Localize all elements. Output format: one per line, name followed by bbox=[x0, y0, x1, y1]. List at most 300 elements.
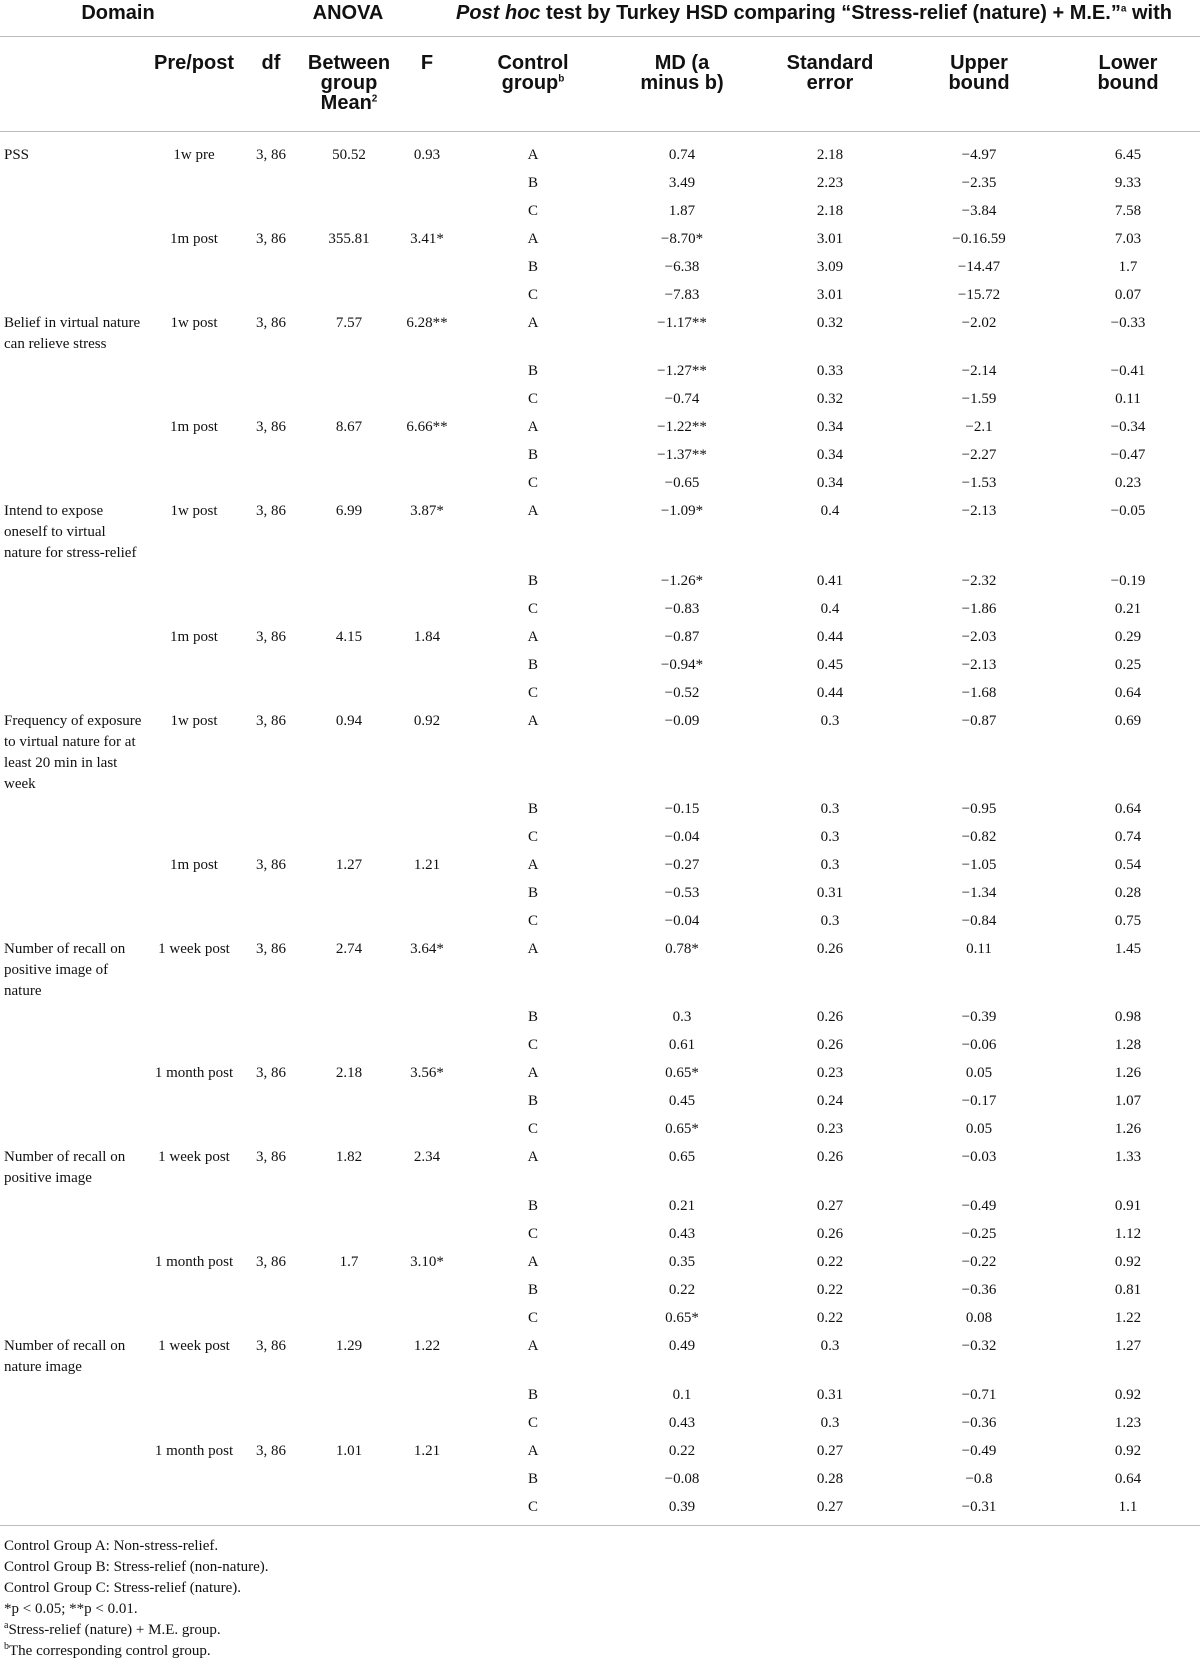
md-cell: 0.78* bbox=[665, 941, 699, 957]
prepost-cell: 1 week post bbox=[158, 941, 230, 957]
lower-bound-cell: 0.64 bbox=[1114, 685, 1142, 701]
control-group-cell: A bbox=[527, 419, 539, 435]
upper-bound-cell: 0.08 bbox=[965, 1310, 993, 1326]
upper-bound-cell: −15.72 bbox=[957, 287, 1001, 303]
upper-bound-cell: −2.35 bbox=[961, 175, 997, 191]
footnote bbox=[4, 1578, 241, 1598]
df-cell: 3, 86 bbox=[256, 231, 286, 247]
f-cell: 3.56* bbox=[410, 1065, 444, 1081]
md-cell: −1.37** bbox=[657, 447, 707, 463]
standard-error-cell: 0.27 bbox=[816, 1443, 844, 1459]
control-group-cell: C bbox=[527, 601, 539, 617]
lower-bound-cell: 0.92 bbox=[1114, 1387, 1142, 1403]
md-cell: −0.15 bbox=[664, 801, 700, 817]
prepost-cell: 1 month post bbox=[154, 1443, 234, 1459]
control-group-cell: A bbox=[527, 629, 539, 645]
upper-bound-cell: −0.36 bbox=[961, 1282, 997, 1298]
domain-cell: Number of recall on positive image bbox=[4, 1149, 126, 1186]
lower-bound-cell: 0.81 bbox=[1114, 1282, 1142, 1298]
lower-bound-cell: 1.7 bbox=[1118, 259, 1138, 275]
upper-bound-cell: −1.05 bbox=[961, 857, 997, 873]
lower-bound-cell: 1.07 bbox=[1114, 1093, 1142, 1109]
lower-bound-cell: 0.98 bbox=[1114, 1009, 1142, 1025]
prepost-cell: 1 week post bbox=[158, 1338, 230, 1354]
control-group-cell: C bbox=[527, 1499, 539, 1515]
lower-bound-cell: −0.19 bbox=[1110, 573, 1146, 589]
f-cell: 3.87* bbox=[410, 503, 444, 519]
footnote-text: Control Group B: Stress-relief (non-nature). bbox=[4, 1559, 269, 1575]
md-cell: −1.09* bbox=[660, 503, 704, 519]
df-cell: 3, 86 bbox=[256, 857, 286, 873]
standard-error-cell: 3.01 bbox=[816, 231, 844, 247]
control-group-cell: C bbox=[527, 1226, 539, 1242]
footnote bbox=[4, 1557, 269, 1577]
f-cell: 2.34 bbox=[413, 1149, 441, 1165]
col-header-f: F bbox=[420, 52, 434, 74]
upper-bound-cell: −0.06 bbox=[961, 1037, 997, 1053]
control-group-cell: A bbox=[527, 147, 539, 163]
lower-bound-cell: −0.05 bbox=[1110, 503, 1146, 519]
control-group-cell: C bbox=[527, 475, 539, 491]
lower-bound-cell: 1.22 bbox=[1114, 1310, 1142, 1326]
standard-error-cell: 3.01 bbox=[816, 287, 844, 303]
upper-bound-cell: 0.05 bbox=[965, 1121, 993, 1137]
lower-bound-cell: 1.33 bbox=[1114, 1149, 1142, 1165]
standard-error-cell: 2.23 bbox=[816, 175, 844, 191]
posthoc-italic: Post hoc bbox=[456, 2, 541, 24]
footnote bbox=[4, 1536, 218, 1556]
col-header-between-group-mean: Between group Mean$^2$ bbox=[307, 52, 391, 114]
control-group-cell: A bbox=[527, 941, 539, 957]
posthoc-header bbox=[456, 2, 1172, 25]
prepost-cell: 1w post bbox=[170, 315, 218, 331]
lower-bound-cell: 0.07 bbox=[1114, 287, 1142, 303]
control-group-cell: C bbox=[527, 829, 539, 845]
domain-cell: Number of recall on nature image bbox=[4, 1338, 126, 1375]
domain-cell: Number of recall on positive image of nature bbox=[4, 941, 126, 999]
md-cell: −0.52 bbox=[664, 685, 700, 701]
control-group-cell: B bbox=[527, 1282, 539, 1298]
prepost-cell: 1w pre bbox=[173, 147, 215, 163]
md-cell: 0.22 bbox=[668, 1443, 696, 1459]
md-cell: −0.74 bbox=[664, 391, 700, 407]
md-cell: 0.43 bbox=[668, 1226, 696, 1242]
df-cell: 3, 86 bbox=[256, 1254, 286, 1270]
lower-bound-cell: −0.47 bbox=[1110, 447, 1146, 463]
standard-error-cell: 0.33 bbox=[816, 363, 844, 379]
upper-bound-cell: −0.84 bbox=[961, 913, 997, 929]
standard-error-cell: 0.3 bbox=[820, 1338, 840, 1354]
footnote-text: Control Group A: Non-stress-relief. bbox=[4, 1538, 219, 1554]
upper-bound-cell: −0.25 bbox=[961, 1226, 997, 1242]
col-header-control-group: Control group$^b$ bbox=[497, 52, 569, 94]
f-cell: 0.92 bbox=[413, 713, 441, 729]
control-group-cell: A bbox=[527, 1149, 539, 1165]
standard-error-cell: 0.4 bbox=[820, 503, 840, 519]
footnote bbox=[4, 1620, 221, 1640]
prepost-cell: 1w post bbox=[170, 713, 218, 729]
lower-bound-cell: 1.27 bbox=[1114, 1338, 1142, 1354]
df-cell: 3, 86 bbox=[256, 1338, 286, 1354]
control-group-cell: C bbox=[527, 1415, 539, 1431]
footnote-text: The corresponding control group. bbox=[9, 1643, 211, 1659]
standard-error-cell: 0.3 bbox=[820, 829, 840, 845]
domain-cell: Intend to expose oneself to virtual nature for stress-relief bbox=[4, 503, 137, 561]
standard-error-cell: 0.44 bbox=[816, 629, 844, 645]
standard-error-cell: 0.31 bbox=[816, 885, 844, 901]
standard-error-cell: 0.26 bbox=[816, 1037, 844, 1053]
lower-bound-cell: 7.58 bbox=[1114, 203, 1142, 219]
f-cell: 6.28** bbox=[406, 315, 448, 331]
control-group-cell: B bbox=[527, 259, 539, 275]
md-cell: −0.94* bbox=[660, 657, 704, 673]
posthoc-title-with: with bbox=[1126, 2, 1172, 24]
standard-error-cell: 0.23 bbox=[816, 1065, 844, 1081]
prepost-cell: 1 month post bbox=[154, 1254, 234, 1270]
control-group-cell: C bbox=[527, 1121, 539, 1137]
between-group-mean-cell: 7.57 bbox=[335, 315, 363, 331]
col-header-df: df bbox=[261, 52, 281, 74]
upper-bound-cell: 0.05 bbox=[965, 1065, 993, 1081]
footnote bbox=[4, 1641, 211, 1661]
anova-header: ANOVA bbox=[312, 2, 384, 24]
between-group-mean-cell: 1.29 bbox=[335, 1338, 363, 1354]
lower-bound-cell: 1.12 bbox=[1114, 1226, 1142, 1242]
standard-error-cell: 0.3 bbox=[820, 1415, 840, 1431]
upper-bound-cell: 0.11 bbox=[966, 941, 992, 957]
col-header-md: MD (a minus b) bbox=[640, 52, 724, 94]
prepost-cell: 1m post bbox=[170, 419, 218, 435]
upper-bound-cell: −2.02 bbox=[961, 315, 997, 331]
between-group-mean-cell: 1.27 bbox=[335, 857, 363, 873]
upper-bound-cell: −0.87 bbox=[961, 713, 997, 729]
f-cell: 1.22 bbox=[413, 1338, 441, 1354]
upper-bound-cell: −0.32 bbox=[961, 1338, 997, 1354]
standard-error-cell: 0.45 bbox=[816, 657, 844, 673]
control-group-cell: A bbox=[527, 1443, 539, 1459]
md-cell: −0.65 bbox=[664, 475, 700, 491]
control-group-cell: C bbox=[527, 1037, 539, 1053]
standard-error-cell: 0.22 bbox=[816, 1254, 844, 1270]
rule-header-bottom bbox=[0, 131, 1200, 132]
lower-bound-cell: 0.69 bbox=[1114, 713, 1142, 729]
control-group-cell: A bbox=[527, 713, 539, 729]
lower-bound-cell: 1.28 bbox=[1114, 1037, 1142, 1053]
col-header-upper-bound: Upper bound bbox=[948, 52, 1010, 94]
control-group-cell: B bbox=[527, 1198, 539, 1214]
standard-error-cell: 0.24 bbox=[816, 1093, 844, 1109]
prepost-cell: 1 month post bbox=[154, 1065, 234, 1081]
upper-bound-cell: −2.14 bbox=[961, 363, 997, 379]
domain-cell: Frequency of exposure to virtual nature for at least 20 min in last week bbox=[4, 713, 142, 792]
control-group-cell: A bbox=[527, 1254, 539, 1270]
control-group-cell: A bbox=[527, 1065, 539, 1081]
standard-error-cell: 0.32 bbox=[816, 391, 844, 407]
between-group-mean-cell: 50.52 bbox=[332, 147, 366, 163]
standard-error-cell: 0.26 bbox=[816, 941, 844, 957]
df-cell: 3, 86 bbox=[256, 315, 286, 331]
upper-bound-cell: −14.47 bbox=[957, 259, 1001, 275]
lower-bound-cell: 0.28 bbox=[1114, 885, 1142, 901]
control-group-cell: B bbox=[527, 1009, 539, 1025]
control-group-cell: C bbox=[527, 203, 539, 219]
md-cell: −0.08 bbox=[664, 1471, 700, 1487]
lower-bound-cell: 7.03 bbox=[1114, 231, 1142, 247]
control-group-cell: B bbox=[527, 801, 539, 817]
lower-bound-cell: 0.75 bbox=[1114, 913, 1142, 929]
md-cell: 0.22 bbox=[668, 1282, 696, 1298]
col-header-standard-error: Standard error bbox=[786, 52, 874, 94]
between-group-mean-cell: 4.15 bbox=[335, 629, 363, 645]
lower-bound-cell: −0.41 bbox=[1110, 363, 1146, 379]
standard-error-cell: 3.09 bbox=[816, 259, 844, 275]
md-cell: −8.70* bbox=[660, 231, 704, 247]
prepost-cell: 1m post bbox=[170, 629, 218, 645]
ctrl-sup: b bbox=[558, 73, 565, 85]
lower-bound-cell: 0.64 bbox=[1114, 801, 1142, 817]
standard-error-cell: 0.28 bbox=[816, 1471, 844, 1487]
f-cell: 1.21 bbox=[413, 1443, 441, 1459]
md-cell: −0.04 bbox=[664, 913, 700, 929]
md-cell: −0.87 bbox=[664, 629, 700, 645]
md-cell: −1.26* bbox=[660, 573, 704, 589]
control-group-cell: A bbox=[527, 1338, 539, 1354]
f-cell: 6.66** bbox=[406, 419, 448, 435]
upper-bound-cell: −0.71 bbox=[961, 1387, 997, 1403]
between-group-mean-cell: 355.81 bbox=[328, 231, 370, 247]
standard-error-cell: 0.23 bbox=[816, 1121, 844, 1137]
control-group-cell: C bbox=[527, 391, 539, 407]
md-cell: −0.27 bbox=[664, 857, 700, 873]
standard-error-cell: 0.3 bbox=[820, 857, 840, 873]
control-group-cell: B bbox=[527, 447, 539, 463]
lower-bound-cell: 6.45 bbox=[1114, 147, 1142, 163]
upper-bound-cell: −0.49 bbox=[961, 1443, 997, 1459]
upper-bound-cell: −0.95 bbox=[961, 801, 997, 817]
md-cell: 0.65 bbox=[668, 1149, 696, 1165]
posthoc-title-sup: a bbox=[1120, 3, 1127, 15]
lower-bound-cell: 0.29 bbox=[1114, 629, 1142, 645]
lower-bound-cell: 1.26 bbox=[1114, 1065, 1142, 1081]
md-cell: 3.49 bbox=[668, 175, 696, 191]
rule-top bbox=[0, 36, 1200, 37]
lower-bound-cell: 9.33 bbox=[1114, 175, 1142, 191]
standard-error-cell: 0.31 bbox=[816, 1387, 844, 1403]
upper-bound-cell: −0.39 bbox=[961, 1009, 997, 1025]
standard-error-cell: 0.34 bbox=[816, 447, 844, 463]
standard-error-cell: 2.18 bbox=[816, 147, 844, 163]
standard-error-cell: 0.3 bbox=[820, 713, 840, 729]
lower-bound-cell: 0.54 bbox=[1114, 857, 1142, 873]
upper-bound-cell: −4.97 bbox=[961, 147, 997, 163]
md-cell: −0.04 bbox=[664, 829, 700, 845]
md-cell: 1.87 bbox=[668, 203, 696, 219]
standard-error-cell: 0.34 bbox=[816, 475, 844, 491]
standard-error-cell: 0.26 bbox=[816, 1226, 844, 1242]
prepost-cell: 1m post bbox=[170, 231, 218, 247]
upper-bound-cell: −2.1 bbox=[965, 419, 993, 435]
f-cell: 1.84 bbox=[413, 629, 441, 645]
footnote-text: Stress-relief (nature) + M.E. group. bbox=[8, 1622, 221, 1638]
lower-bound-cell: 0.23 bbox=[1114, 475, 1142, 491]
f-cell: 3.41* bbox=[410, 231, 444, 247]
md-cell: 0.65* bbox=[665, 1310, 699, 1326]
col-header-lower-bound: Lower bound bbox=[1097, 52, 1159, 94]
lower-bound-cell: 0.91 bbox=[1114, 1198, 1142, 1214]
col-header-prepost: Pre/post bbox=[153, 52, 235, 74]
between-group-mean-cell: 6.99 bbox=[335, 503, 363, 519]
upper-bound-cell: −0.03 bbox=[961, 1149, 997, 1165]
df-cell: 3, 86 bbox=[256, 147, 286, 163]
posthoc-title-text: test by Turkey HSD comparing “Stress-relief (nature) + M.E.” bbox=[540, 2, 1121, 24]
standard-error-cell: 0.22 bbox=[816, 1310, 844, 1326]
md-cell: 0.1 bbox=[672, 1387, 692, 1403]
md-cell: −7.83 bbox=[664, 287, 700, 303]
upper-bound-cell: −1.86 bbox=[961, 601, 997, 617]
upper-bound-cell: −1.53 bbox=[961, 475, 997, 491]
standard-error-cell: 0.44 bbox=[816, 685, 844, 701]
control-group-cell: B bbox=[527, 1471, 539, 1487]
md-cell: 0.21 bbox=[668, 1198, 696, 1214]
between-group-mean-cell: 8.67 bbox=[335, 419, 363, 435]
md-cell: −1.17** bbox=[657, 315, 707, 331]
prepost-cell: 1 week post bbox=[158, 1149, 230, 1165]
md-cell: −0.09 bbox=[664, 713, 700, 729]
standard-error-cell: 0.32 bbox=[816, 315, 844, 331]
prepost-cell: 1m post bbox=[170, 857, 218, 873]
md-cell: −1.22** bbox=[657, 419, 707, 435]
upper-bound-cell: −2.27 bbox=[961, 447, 997, 463]
upper-bound-cell: −2.03 bbox=[961, 629, 997, 645]
standard-error-cell: 0.41 bbox=[816, 573, 844, 589]
md-cell: −6.38 bbox=[664, 259, 700, 275]
footnote bbox=[4, 1599, 138, 1619]
upper-bound-cell: −2.13 bbox=[961, 657, 997, 673]
between-group-mean-cell: 1.01 bbox=[335, 1443, 363, 1459]
upper-bound-cell: −0.17 bbox=[961, 1093, 997, 1109]
bgm-sup: 2 bbox=[371, 93, 378, 105]
df-cell: 3, 86 bbox=[256, 941, 286, 957]
lower-bound-cell: 0.74 bbox=[1114, 829, 1142, 845]
df-cell: 3, 86 bbox=[256, 1065, 286, 1081]
footnote-marker: a bbox=[4, 1620, 9, 1631]
footnote-text: Control Group C: Stress-relief (nature). bbox=[4, 1580, 242, 1596]
df-cell: 3, 86 bbox=[256, 1149, 286, 1165]
md-cell: 0.74 bbox=[668, 147, 696, 163]
standard-error-cell: 0.27 bbox=[816, 1198, 844, 1214]
standard-error-cell: 0.22 bbox=[816, 1282, 844, 1298]
footnote-marker: b bbox=[4, 1641, 9, 1652]
between-group-mean-cell: 0.94 bbox=[335, 713, 363, 729]
control-group-cell: B bbox=[527, 885, 539, 901]
md-cell: 0.3 bbox=[672, 1009, 692, 1025]
lower-bound-cell: 1.23 bbox=[1114, 1415, 1142, 1431]
control-group-cell: A bbox=[527, 503, 539, 519]
lower-bound-cell: 1.45 bbox=[1114, 941, 1142, 957]
md-cell: 0.61 bbox=[668, 1037, 696, 1053]
control-group-cell: A bbox=[527, 231, 539, 247]
control-group-cell: B bbox=[527, 363, 539, 379]
df-cell: 3, 86 bbox=[256, 629, 286, 645]
domain-cell: Belief in virtual nature can relieve stress bbox=[4, 315, 141, 352]
lower-bound-cell: −0.34 bbox=[1110, 419, 1146, 435]
lower-bound-cell: 0.21 bbox=[1114, 601, 1142, 617]
upper-bound-cell: −0.22 bbox=[961, 1254, 997, 1270]
md-cell: 0.39 bbox=[668, 1499, 696, 1515]
df-cell: 3, 86 bbox=[256, 419, 286, 435]
md-cell: 0.65* bbox=[665, 1065, 699, 1081]
df-cell: 3, 86 bbox=[256, 503, 286, 519]
control-group-cell: B bbox=[527, 1093, 539, 1109]
rule-bottom bbox=[0, 1525, 1200, 1526]
control-group-cell: B bbox=[527, 573, 539, 589]
between-group-mean-cell: 2.74 bbox=[335, 941, 363, 957]
upper-bound-cell: −0.31 bbox=[961, 1499, 997, 1515]
standard-error-cell: 0.3 bbox=[820, 801, 840, 817]
footnote-text: *p < 0.05; **p < 0.01. bbox=[4, 1601, 138, 1617]
lower-bound-cell: 0.64 bbox=[1114, 1471, 1142, 1487]
upper-bound-cell: −0.82 bbox=[961, 829, 997, 845]
control-group-cell: C bbox=[527, 287, 539, 303]
md-cell: 0.35 bbox=[668, 1254, 696, 1270]
control-group-cell: C bbox=[527, 685, 539, 701]
lower-bound-cell: −0.33 bbox=[1110, 315, 1146, 331]
standard-error-cell: 0.26 bbox=[816, 1149, 844, 1165]
lower-bound-cell: 0.92 bbox=[1114, 1443, 1142, 1459]
between-group-mean-cell: 2.18 bbox=[335, 1065, 363, 1081]
control-group-cell: B bbox=[527, 175, 539, 191]
control-group-cell: B bbox=[527, 1387, 539, 1403]
md-cell: 0.49 bbox=[668, 1338, 696, 1354]
md-cell: 0.45 bbox=[668, 1093, 696, 1109]
lower-bound-cell: 1.26 bbox=[1114, 1121, 1142, 1137]
upper-bound-cell: −1.59 bbox=[961, 391, 997, 407]
domain-cell: PSS bbox=[4, 147, 30, 163]
f-cell: 3.10* bbox=[410, 1254, 444, 1270]
control-group-cell: C bbox=[527, 1310, 539, 1326]
lower-bound-cell: 1.1 bbox=[1118, 1499, 1138, 1515]
standard-error-cell: 0.34 bbox=[816, 419, 844, 435]
md-cell: −0.83 bbox=[664, 601, 700, 617]
f-cell: 1.21 bbox=[413, 857, 441, 873]
standard-error-cell: 0.3 bbox=[820, 913, 840, 929]
upper-bound-cell: −0.16.59 bbox=[952, 231, 1006, 247]
upper-bound-cell: −2.32 bbox=[961, 573, 997, 589]
upper-bound-cell: −0.8 bbox=[965, 1471, 993, 1487]
standard-error-cell: 0.4 bbox=[820, 601, 840, 617]
upper-bound-cell: −1.68 bbox=[961, 685, 997, 701]
md-cell: 0.43 bbox=[668, 1415, 696, 1431]
md-cell: 0.65* bbox=[665, 1121, 699, 1137]
between-group-mean-cell: 1.82 bbox=[335, 1149, 363, 1165]
upper-bound-cell: −3.84 bbox=[961, 203, 997, 219]
between-group-mean-cell: 1.7 bbox=[339, 1254, 359, 1270]
lower-bound-cell: 0.11 bbox=[1115, 391, 1141, 407]
upper-bound-cell: −0.49 bbox=[961, 1198, 997, 1214]
f-cell: 0.93 bbox=[413, 147, 441, 163]
control-group-cell: B bbox=[527, 657, 539, 673]
control-group-cell: A bbox=[527, 315, 539, 331]
df-cell: 3, 86 bbox=[256, 713, 286, 729]
standard-error-cell: 0.27 bbox=[816, 1499, 844, 1515]
control-group-cell: A bbox=[527, 857, 539, 873]
upper-bound-cell: −0.36 bbox=[961, 1415, 997, 1431]
f-cell: 3.64* bbox=[410, 941, 444, 957]
lower-bound-cell: 0.92 bbox=[1114, 1254, 1142, 1270]
standard-error-cell: 2.18 bbox=[816, 203, 844, 219]
upper-bound-cell: −1.34 bbox=[961, 885, 997, 901]
lower-bound-cell: 0.25 bbox=[1114, 657, 1142, 673]
